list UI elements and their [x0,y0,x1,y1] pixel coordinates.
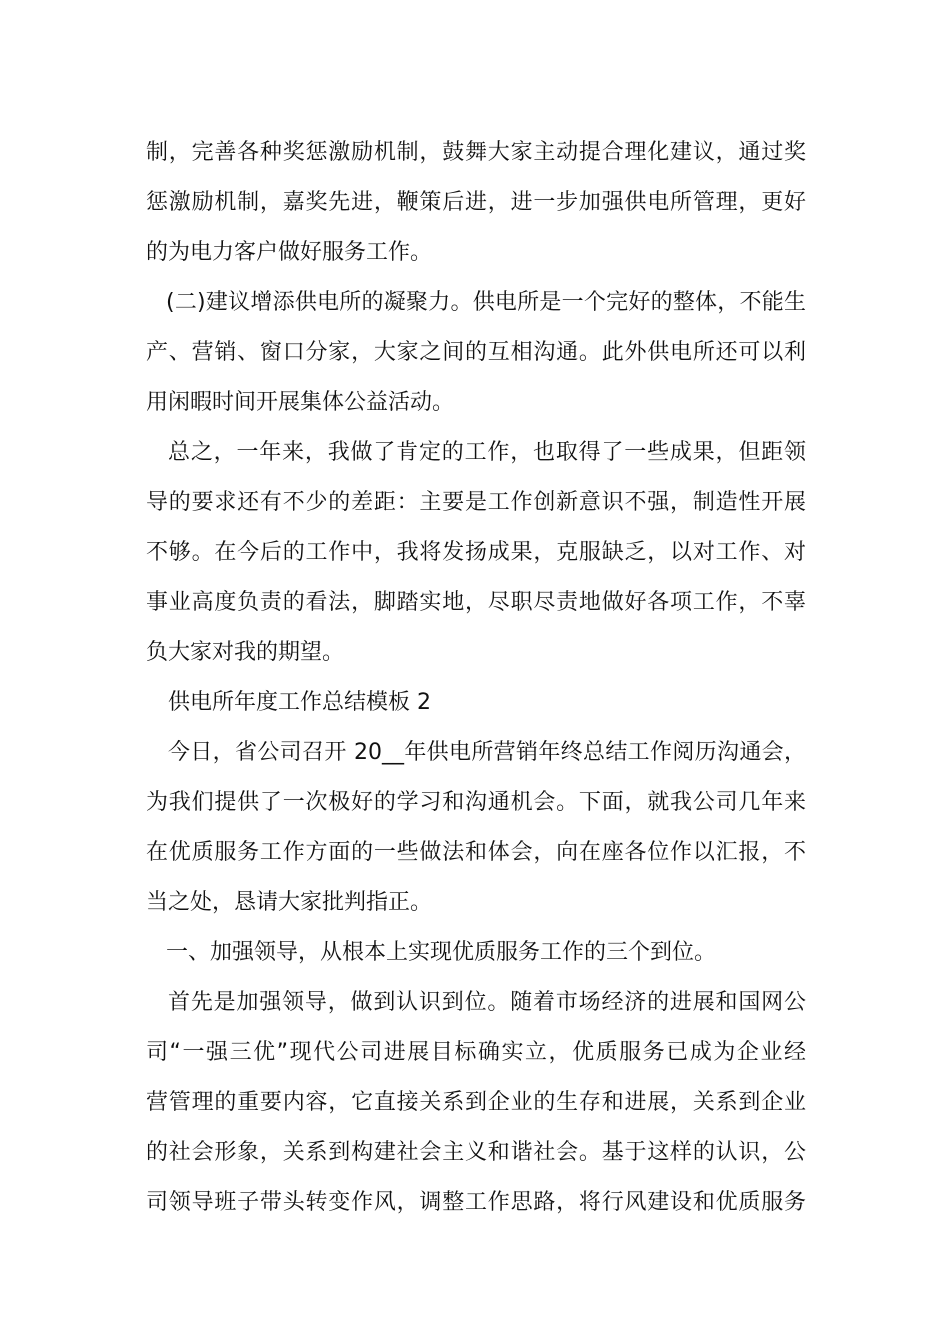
text-line: 当之处，恳请大家批判指正。 [146,890,433,915]
text-line: 事业高度负责的看法，脚踏实地，尽职尽责地做好各项工作，不辜 [146,590,806,615]
text-line: 惩激励机制，嘉奖先进，鞭策后进，进一步加强供电所管理，更好 [146,190,806,215]
text-line: (二)建议增添供电所的凝聚力。供电所是一个完好的整体，不能生 [166,290,806,315]
text-line: 用闲暇时间开展集体公益活动。 [146,390,455,415]
text-line: 制，完善各种奖惩激励机制，鼓舞大家主动提合理化建议，通过奖 [146,140,806,165]
section-title: 供电所年度工作总结模板 2 [168,690,431,715]
text-line: 司“一强三优”现代公司进展目标确实立，优质服务已成为企业经 [146,1040,806,1065]
text-line: 为我们提供了一次极好的学习和沟通机会。下面，就我公司几年来 [146,790,806,815]
subheading: 一、加强领导，从根本上实现优质服务工作的三个到位。 [166,940,717,965]
text-line: 首先是加强领导，做到认识到位。随着市场经济的进展和国网公 [168,990,806,1015]
text-line: 今日，省公司召开 20__年供电所营销年终总结工作阅历沟通会， [168,740,806,765]
text-line: 负大家对我的期望。 [146,640,345,665]
text-line: 的社会形象，关系到构建社会主义和谐社会。基于这样的认识，公 [146,1140,806,1165]
text-line: 不够。在今后的工作中，我将发扬成果，克服缺乏，以对工作、对 [146,540,806,565]
text-line: 导的要求还有不少的差距：主要是工作创新意识不强，制造性开展 [146,490,806,515]
document-body [146,128,806,1228]
text-line: 的为电力客户做好服务工作。 [146,240,433,265]
text-line: 产、营销、窗口分家，大家之间的互相沟通。此外供电所还可以利 [146,340,806,365]
text-line: 营管理的重要内容，它直接关系到企业的生存和进展，关系到企业 [146,1090,806,1115]
text-line: 总之，一年来，我做了肯定的工作，也取得了一些成果，但距领 [168,440,806,465]
text-line: 司领导班子带头转变作风，调整工作思路，将行风建设和优质服务 [146,1190,806,1215]
text-line: 在优质服务工作方面的一些做法和体会，向在座各位作以汇报，不 [146,840,806,865]
